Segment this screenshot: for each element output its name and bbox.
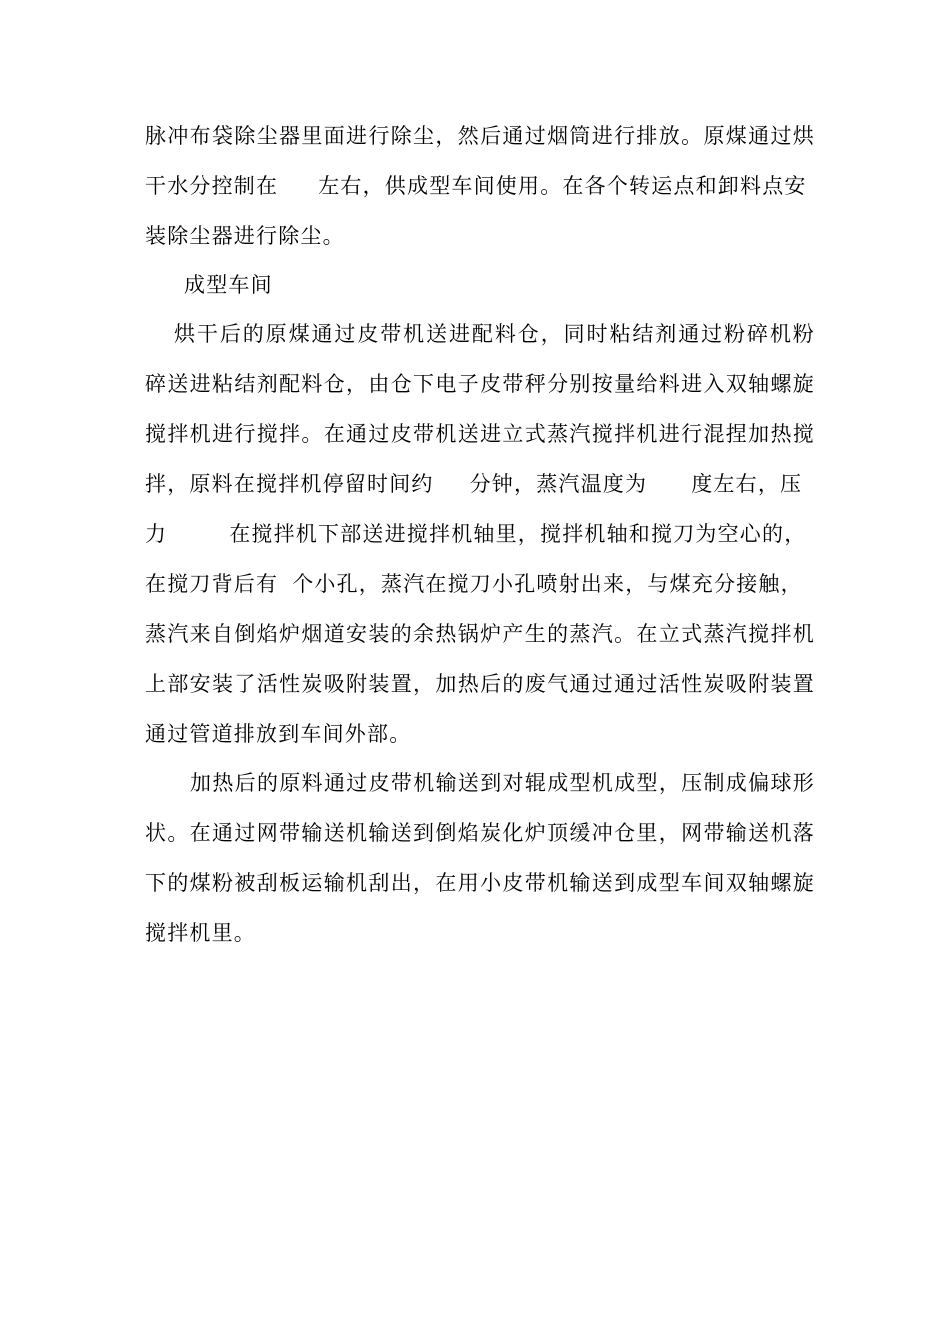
- paragraph-1-line-2-end: 左右，供成型车间使用。在各个转运点和卸料点安: [318, 174, 807, 198]
- paragraph-2-line-6: [145, 564, 815, 604]
- paragraph-2-line-4-part-b: 分钟，蒸汽温度为: [469, 472, 648, 496]
- paragraph-2-line-4-part-c: 度左右，压: [691, 472, 803, 496]
- paragraph-2-line-1: 烘干后的原煤通过皮带机送进配料仓，同时粘结剂通过粉碎机粉: [174, 322, 815, 346]
- paragraph-3-line-1: 加热后的原料通过皮带机输送到对辊成型机成型，压制成偏球形: [190, 771, 815, 795]
- paragraph-2-line-5-part-b: 在搅拌机下部送进搅拌机轴里，搅拌机轴和搅刀为空心的，: [229, 522, 807, 546]
- paragraph-2-line-7: 蒸汽来自倒焰炉烟道安装的余热锅炉产生的蒸汽。在立式蒸汽搅拌机: [145, 622, 815, 646]
- paragraph-2-line-8: 上部安装了活性炭吸附装置，加热后的废气通过通过活性炭吸附装置: [145, 672, 815, 696]
- paragraph-2-line-5: [145, 514, 815, 554]
- paragraph-3-line-4: 搅拌机里。: [145, 921, 256, 945]
- paragraph-2-line-5-part-a: 力: [145, 522, 168, 546]
- paragraph-1-line-1: 脉冲布袋除尘器里面进行除尘，然后通过烟筒进行排放。原煤通过烘: [145, 124, 815, 148]
- paragraph-2-line-9: 通过管道排放到车间外部。: [145, 722, 412, 746]
- paragraph-1-line-3: 装除尘器进行除尘。: [145, 224, 345, 248]
- paragraph-2-line-6-part-a: 在搅刀背后有: [145, 572, 279, 596]
- paragraph-2-line-4-part-a: 拌，原料在搅拌机停留时间约: [145, 472, 434, 496]
- paragraph-3-line-3: 下的煤粉被刮板运输机刮出，在用小皮带机输送到成型车间双轴螺旋: [145, 871, 815, 895]
- section-heading: 成型车间: [184, 273, 273, 297]
- paragraph-3-line-2: 状。在通过网带输送机输送到倒焰炭化炉顶缓冲仓里，网带输送机落: [145, 821, 815, 845]
- paragraph-2-line-2: 碎送进粘结剂配料仓，由仓下电子皮带秤分别按量给料进入双轴螺旋: [145, 372, 815, 396]
- paragraph-1-line-2-start: 干水分控制在: [145, 174, 279, 198]
- paragraph-2-line-6-part-b: 个小孔，蒸汽在搅刀小孔喷射出来，与煤充分接触，: [292, 572, 803, 596]
- paragraph-2-line-3: 搅拌机进行搅拌。在通过皮带机送进立式蒸汽搅拌机进行混捏加热搅: [145, 422, 815, 446]
- paragraph-1-line-2: [145, 166, 815, 206]
- paragraph-2-line-4: [145, 464, 815, 504]
